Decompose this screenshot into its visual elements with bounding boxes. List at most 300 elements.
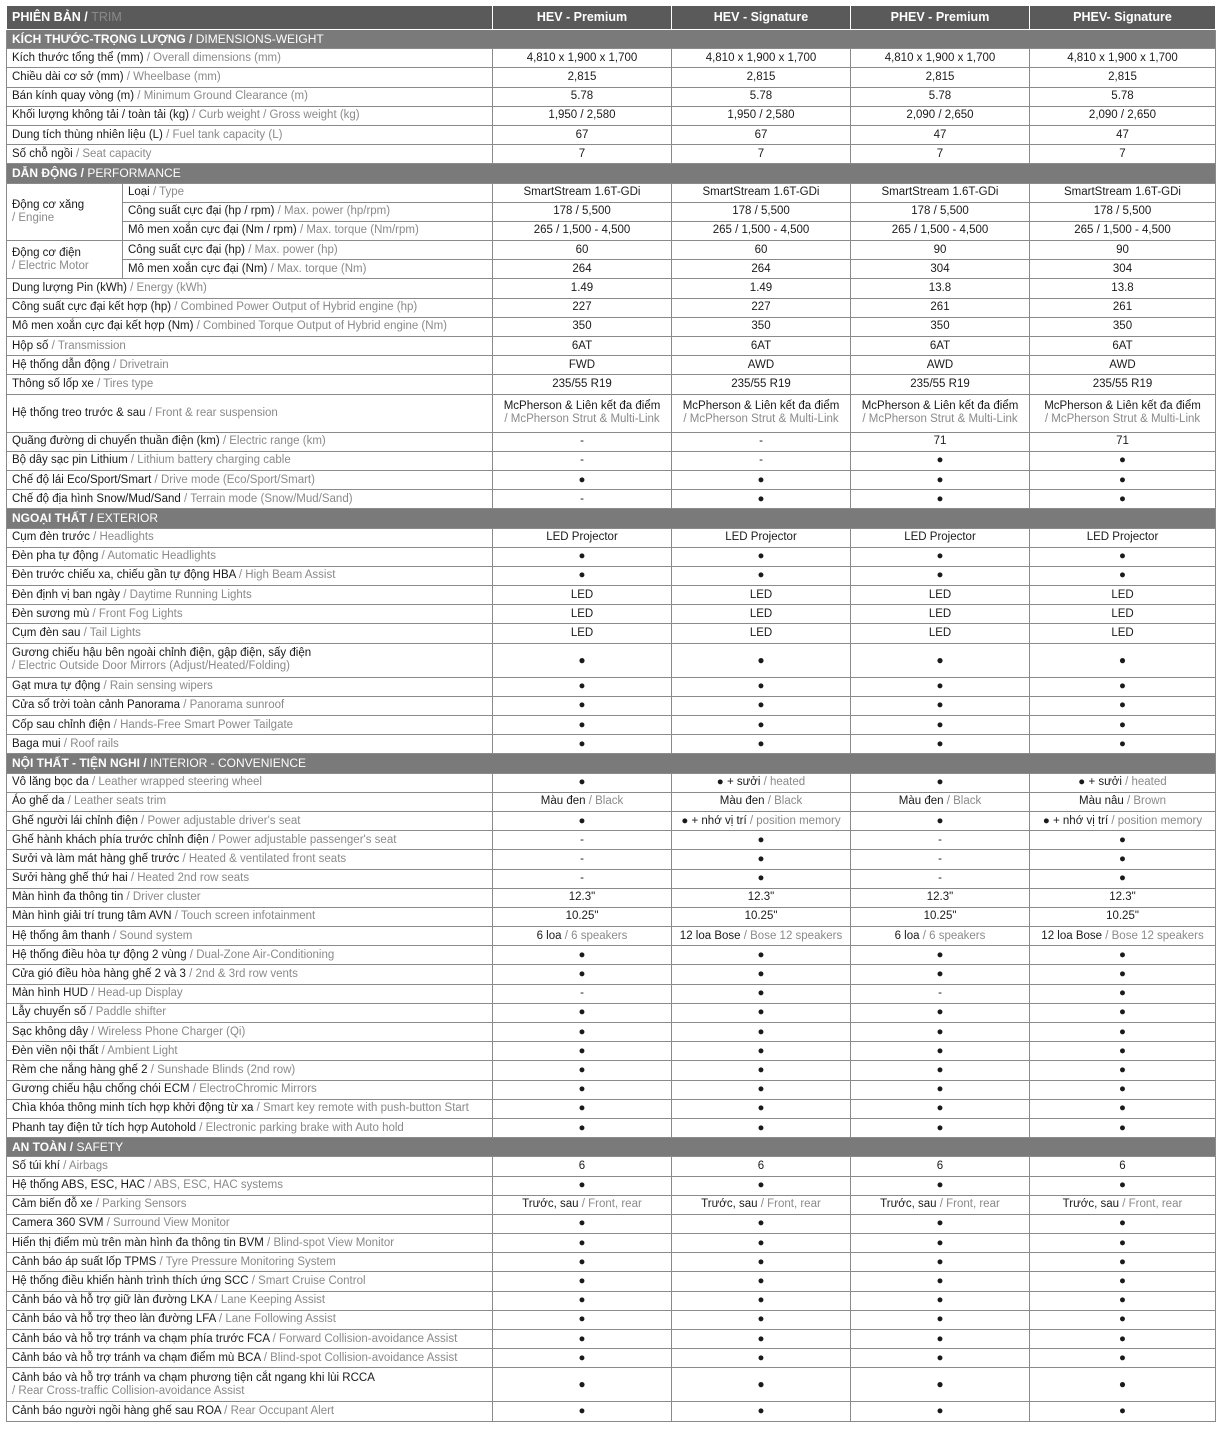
- table-row: Mô men xoắn cực đại (Nm / rpm) / Max. torque (Nm/rpm) 265 / 1,500 - 4,500 265 / 1,500 - 4,500 265 / 1,500 - 4,500 265 / 1,500 - 4,500: [7, 221, 1216, 240]
- row-value: ●: [493, 1310, 672, 1329]
- row-label: Cốp sau chỉnh điện / Hands-Free Smart Power Tailgate: [7, 716, 493, 735]
- table-row: [7, 337, 1216, 356]
- row-value: -: [493, 869, 672, 888]
- row-label: Chế độ lái Eco/Sport/Smart / Drive mode (Eco/Sport/Smart): [7, 470, 493, 489]
- row-label: Chiều dài cơ sở (mm) / Wheelbase (mm): [7, 68, 493, 87]
- col-header-hev-signature: HEV - Signature: [672, 6, 851, 30]
- table-row: Hệ thống treo trước & sau / Front & rear suspension McPherson & Liên kết đa điểm / McPherson Strut & Multi-Link McPherson & Liên kết đa điểm / McPherson Strut & Multi-Link McPherson & Liên kết đa điểm / McPherson Strut & Multi-Link McPherson & Liên kết đa điểm / McPherson Strut & Multi-Link: [7, 394, 1216, 432]
- row-value: ●: [672, 677, 851, 696]
- row-value: ●: [1030, 566, 1216, 585]
- row-value: 227: [672, 298, 851, 317]
- row-value: ●: [1030, 984, 1216, 1003]
- row-value: ●: [672, 735, 851, 754]
- table-row: [7, 1061, 1216, 1080]
- table-row: [7, 490, 1216, 509]
- row-value: ●: [493, 1214, 672, 1233]
- row-value: 6AT: [851, 337, 1030, 356]
- table-row: Ghế người lái chỉnh điện / Power adjustable driver's seat ● ● + nhớ vị trí / position memory ● ● + nhớ vị trí / position memory: [7, 811, 1216, 830]
- row-value: ●: [493, 965, 672, 984]
- table-row: [7, 1330, 1216, 1349]
- row-value: 235/55 R19: [493, 375, 672, 394]
- row-label: Sưởi hàng ghế thứ hai / Heated 2nd row seats: [7, 869, 493, 888]
- row-value: ●: [1030, 1234, 1216, 1253]
- row-value: 235/55 R19: [1030, 375, 1216, 394]
- row-value: ●: [851, 1310, 1030, 1329]
- row-value: ●: [672, 831, 851, 850]
- row-value: LED: [672, 586, 851, 605]
- row-value: LED: [851, 624, 1030, 643]
- row-value: ●: [672, 1099, 851, 1118]
- row-value: ●: [851, 1402, 1030, 1421]
- row-value: 1.49: [672, 279, 851, 298]
- row-value: 227: [493, 298, 672, 317]
- row-value: 2,090 / 2,650: [851, 106, 1030, 125]
- row-value: ●: [851, 1291, 1030, 1310]
- row-value: ●: [672, 1023, 851, 1042]
- row-value: -: [672, 451, 851, 470]
- row-value: 6: [851, 1157, 1030, 1176]
- row-value: ●: [851, 566, 1030, 585]
- row-value: -: [851, 984, 1030, 1003]
- table-row: [7, 1118, 1216, 1137]
- table-row: Hệ thống âm thanh / Sound system 6 loa / 6 speakers 12 loa Bose / Bose 12 speakers 6 loa / 6 speakers 12 loa Bose / Bose 12 speakers: [7, 927, 1216, 946]
- row-value: ●: [672, 716, 851, 735]
- row-value: AWD: [1030, 356, 1216, 375]
- row-label: Rèm che nắng hàng ghế 2 / Sunshade Blinds (2nd row): [7, 1061, 493, 1080]
- table-row: [7, 298, 1216, 317]
- row-value: ●: [493, 1118, 672, 1137]
- row-value: ●: [1030, 1099, 1216, 1118]
- row-value: 350: [851, 317, 1030, 336]
- row-value: ●: [1030, 1310, 1216, 1329]
- row-value: ●: [493, 946, 672, 965]
- row-value: -: [493, 490, 672, 509]
- row-value: 4,810 x 1,900 x 1,700: [1030, 49, 1216, 68]
- row-value: ●: [1030, 1061, 1216, 1080]
- row-value: ●: [1030, 1214, 1216, 1233]
- row-label: Cụm đèn trước / Headlights: [7, 528, 493, 547]
- row-value: ●: [851, 451, 1030, 470]
- row-value: ●: [851, 1099, 1030, 1118]
- row-label: Bán kính quay vòng (m) / Minimum Ground Clearance (m): [7, 87, 493, 106]
- row-value: LED: [1030, 624, 1216, 643]
- row-value: -: [493, 831, 672, 850]
- row-value: ●: [851, 1272, 1030, 1291]
- table-row: [7, 716, 1216, 735]
- row-value: ●: [1030, 677, 1216, 696]
- table-row: [7, 451, 1216, 470]
- row-value: ●: [493, 1042, 672, 1061]
- table-row: [7, 1023, 1216, 1042]
- table-row: [7, 566, 1216, 585]
- table-row: [7, 907, 1216, 926]
- table-row: [7, 850, 1216, 869]
- row-label: Baga mui / Roof rails: [7, 735, 493, 754]
- row-value: ●: [851, 1349, 1030, 1368]
- table-row: [7, 279, 1216, 298]
- table-row: [7, 831, 1216, 850]
- row-value: ●: [672, 1080, 851, 1099]
- table-row: [7, 317, 1216, 336]
- row-label: Cửa sổ trời toàn cảnh Panorama / Panorama sunroof: [7, 696, 493, 715]
- row-value: ●: [851, 547, 1030, 566]
- section-header-interior: NỘI THẤT - TIỆN NGHI / INTERIOR - CONVENIENCE: [7, 754, 1216, 773]
- row-value: LED Projector: [851, 528, 1030, 547]
- table-row: [7, 735, 1216, 754]
- table-row: [7, 696, 1216, 715]
- row-value: ●: [493, 1176, 672, 1195]
- row-value: ●: [1030, 1330, 1216, 1349]
- row-label: Số chỗ ngồi / Seat capacity: [7, 145, 493, 164]
- row-value: 7: [851, 145, 1030, 164]
- row-value: 1,950 / 2,580: [493, 106, 672, 125]
- table-row: [7, 125, 1216, 144]
- row-label: Cảnh báo người ngồi hàng ghế sau ROA / Rear Occupant Alert: [7, 1402, 493, 1421]
- row-value: LED: [1030, 605, 1216, 624]
- row-value: 261: [851, 298, 1030, 317]
- table-row: [7, 869, 1216, 888]
- row-value: ●: [672, 1402, 851, 1421]
- table-row: [7, 375, 1216, 394]
- row-value: 12.3": [1030, 888, 1216, 907]
- row-value: -: [493, 432, 672, 451]
- table-row: Mô men xoắn cực đại (Nm) / Max. torque (Nm) 264 264 304 304: [7, 260, 1216, 279]
- row-value: AWD: [672, 356, 851, 375]
- row-value: ●: [1030, 696, 1216, 715]
- row-value: ●: [1030, 850, 1216, 869]
- row-value: ●: [851, 1023, 1030, 1042]
- row-value: ●: [672, 1234, 851, 1253]
- table-row: [7, 1080, 1216, 1099]
- row-value: 4,810 x 1,900 x 1,700: [493, 49, 672, 68]
- row-value: ●: [672, 470, 851, 489]
- row-value: ●: [851, 490, 1030, 509]
- row-value: 6: [672, 1157, 851, 1176]
- table-row: [7, 106, 1216, 125]
- row-value: -: [493, 451, 672, 470]
- section-header-performance: DẪN ĐỘNG / PERFORMANCE: [7, 164, 1216, 183]
- row-value: 5.78: [1030, 87, 1216, 106]
- row-label: Cụm đèn sau / Tail Lights: [7, 624, 493, 643]
- row-label: Sưởi và làm mát hàng ghế trước / Heated & ventilated front seats: [7, 850, 493, 869]
- row-value: ●: [851, 1253, 1030, 1272]
- row-value: LED: [851, 605, 1030, 624]
- row-value: 7: [672, 145, 851, 164]
- row-value: -: [851, 850, 1030, 869]
- row-value: 47: [1030, 125, 1216, 144]
- row-value: ●: [1030, 1003, 1216, 1022]
- row-label: Đèn sương mù / Front Fog Lights: [7, 605, 493, 624]
- row-label: Hệ thống điều khiển hành trình thích ứng SCC / Smart Cruise Control: [7, 1272, 493, 1291]
- row-value: 235/55 R19: [851, 375, 1030, 394]
- section-header-exterior: NGOẠI THẤT / EXTERIOR: [7, 509, 1216, 528]
- row-label: Cảnh báo và hỗ trợ tránh va chạm điểm mù BCA / Blind-spot Collision-avoidance Assist: [7, 1349, 493, 1368]
- engine-group-label: Động cơ xăng / Engine: [7, 183, 123, 241]
- row-label: Công suất cực đại kết hợp (hp) / Combined Power Output of Hybrid engine (hp): [7, 298, 493, 317]
- row-value: 7: [493, 145, 672, 164]
- table-row: Gương chiếu hậu bên ngoài chỉnh điện, gập điện, sấy điện / Electric Outside Door Mirrors (Adjust/Heated/Folding) ● ● ● ●: [7, 643, 1216, 677]
- row-value: ●: [493, 1253, 672, 1272]
- row-value: ●: [493, 1402, 672, 1421]
- row-value: ●: [493, 696, 672, 715]
- row-value: ●: [493, 677, 672, 696]
- row-label: Màn hình giải trí trung tâm AVN / Touch screen infotainment: [7, 907, 493, 926]
- row-label: Hiển thị điểm mù trên màn hình đa thông tin BVM / Blind-spot View Monitor: [7, 1234, 493, 1253]
- row-value: ●: [672, 696, 851, 715]
- row-label: Cảnh báo và hỗ trợ tránh va chạm phía trước FCA / Forward Collision-avoidance Assist: [7, 1330, 493, 1349]
- row-value: -: [851, 831, 1030, 850]
- table-row: [7, 528, 1216, 547]
- row-value: ●: [672, 984, 851, 1003]
- table-row: Áo ghế da / Leather seats trim Màu đen / Black Màu đen / Black Màu đen / Black Màu nâu / Brown: [7, 792, 1216, 811]
- table-row: [7, 1402, 1216, 1421]
- row-value: 10.25": [672, 907, 851, 926]
- row-value: ●: [1030, 1349, 1216, 1368]
- row-value: ●: [851, 470, 1030, 489]
- section-header-dimensions: KÍCH THƯỚC-TRỌNG LƯỢNG / DIMENSIONS-WEIGHT: [7, 30, 1216, 49]
- row-value: ●: [1030, 946, 1216, 965]
- row-value: 6: [1030, 1157, 1216, 1176]
- row-value: ●: [493, 1272, 672, 1291]
- table-row: [7, 1291, 1216, 1310]
- table-row: [7, 1253, 1216, 1272]
- row-label: Mô men xoắn cực đại kết hợp (Nm) / Combined Torque Output of Hybrid engine (Nm): [7, 317, 493, 336]
- table-row: [7, 1042, 1216, 1061]
- row-value: 2,815: [1030, 68, 1216, 87]
- row-value: ●: [851, 716, 1030, 735]
- row-label: Số túi khí / Airbags: [7, 1157, 493, 1176]
- table-row: [7, 470, 1216, 489]
- row-value: ●: [493, 566, 672, 585]
- row-value: ●: [493, 470, 672, 489]
- row-value: ●: [1030, 869, 1216, 888]
- table-row: [7, 1234, 1216, 1253]
- row-value: ●: [672, 1349, 851, 1368]
- row-label: Cảnh báo và hỗ trợ giữ làn đường LKA / Lane Keeping Assist: [7, 1291, 493, 1310]
- row-value: ●: [851, 1330, 1030, 1349]
- row-value: LED Projector: [672, 528, 851, 547]
- row-value: -: [493, 850, 672, 869]
- spec-table: [6, 5, 1216, 1422]
- row-label: Đèn trước chiếu xa, chiếu gần tự động HBA / High Beam Assist: [7, 566, 493, 585]
- row-value: ●: [672, 1003, 851, 1022]
- row-value: LED Projector: [493, 528, 672, 547]
- table-row: [7, 145, 1216, 164]
- trim-header: PHIÊN BẢN / TRIM: [7, 6, 493, 30]
- row-value: ●: [1030, 1176, 1216, 1195]
- table-row: [7, 1157, 1216, 1176]
- row-value: ●: [493, 1061, 672, 1080]
- table-row: [7, 1349, 1216, 1368]
- row-value: ●: [1030, 490, 1216, 509]
- row-value: 67: [493, 125, 672, 144]
- row-value: ●: [1030, 547, 1216, 566]
- row-label: Cửa gió điều hòa hàng ghế 2 và 3 / 2nd & 3rd row vents: [7, 965, 493, 984]
- row-value: LED: [493, 605, 672, 624]
- row-value: -: [851, 869, 1030, 888]
- row-label: Cảnh báo và hỗ trợ theo làn đường LFA / Lane Following Assist: [7, 1310, 493, 1329]
- row-value: 7: [1030, 145, 1216, 164]
- row-value: ●: [672, 1310, 851, 1329]
- row-value: -: [493, 984, 672, 1003]
- row-value: ●: [851, 735, 1030, 754]
- row-value: 4,810 x 1,900 x 1,700: [851, 49, 1030, 68]
- row-label: Lẫy chuyển số / Paddle shifter: [7, 1003, 493, 1022]
- row-value: ●: [851, 1042, 1030, 1061]
- row-value: 5.78: [672, 87, 851, 106]
- row-value: ●: [1030, 1272, 1216, 1291]
- row-value: ●: [851, 1080, 1030, 1099]
- row-value: -: [672, 432, 851, 451]
- row-value: 71: [1030, 432, 1216, 451]
- row-value: 6: [493, 1157, 672, 1176]
- row-value: ●: [493, 1330, 672, 1349]
- table-row: [7, 49, 1216, 68]
- table-row: Vô lăng bọc da / Leather wrapped steering wheel ● ● + sưởi / heated ● ● + sưởi / heated: [7, 773, 1216, 792]
- row-value: ●: [851, 1234, 1030, 1253]
- row-value: ●: [493, 1080, 672, 1099]
- table-row: Động cơ điện / Electric Motor Công suất cực đại (hp) / Max. power (hp) 60 60 90 90: [7, 241, 1216, 260]
- row-value: ●: [851, 1118, 1030, 1137]
- row-label: Gạt mưa tự động / Rain sensing wipers: [7, 677, 493, 696]
- row-label: Thông số lốp xe / Tires type: [7, 375, 493, 394]
- row-value: ●: [851, 1003, 1030, 1022]
- row-value: 1.49: [493, 279, 672, 298]
- table-row: [7, 586, 1216, 605]
- row-value: 6AT: [493, 337, 672, 356]
- row-value: ●: [1030, 1253, 1216, 1272]
- table-row: Công suất cực đại (hp / rpm) / Max. power (hp/rpm) 178 / 5,500 178 / 5,500 178 / 5,500 178 / 5,500: [7, 202, 1216, 221]
- row-value: ●: [493, 716, 672, 735]
- row-value: LED: [672, 605, 851, 624]
- table-row: [7, 68, 1216, 87]
- row-value: 10.25": [1030, 907, 1216, 926]
- row-value: LED: [493, 586, 672, 605]
- row-label: Chìa khóa thông minh tích hợp khởi động từ xa / Smart key remote with push-button Start: [7, 1099, 493, 1118]
- row-value: ●: [1030, 831, 1216, 850]
- row-value: 12.3": [851, 888, 1030, 907]
- row-value: 12.3": [672, 888, 851, 907]
- row-value: ●: [493, 1234, 672, 1253]
- row-label: Dung tích thùng nhiên liệu (L) / Fuel tank capacity (L): [7, 125, 493, 144]
- row-value: 13.8: [1030, 279, 1216, 298]
- table-row: [7, 1176, 1216, 1195]
- table-row: [7, 1214, 1216, 1233]
- row-label: Quãng đường di chuyển thuần điện (km) / Electric range (km): [7, 432, 493, 451]
- table-row: [7, 946, 1216, 965]
- row-value: ●: [1030, 965, 1216, 984]
- row-value: ●: [672, 1291, 851, 1310]
- row-value: 350: [1030, 317, 1216, 336]
- row-label: Kích thước tổng thể (mm) / Overall dimensions (mm): [7, 49, 493, 68]
- row-label: Gương chiếu hậu chống chói ECM / ElectroChromic Mirrors: [7, 1080, 493, 1099]
- row-value: 2,815: [851, 68, 1030, 87]
- row-value: ●: [672, 547, 851, 566]
- row-value: ●: [493, 1099, 672, 1118]
- col-header-phev-premium: PHEV - Premium: [851, 6, 1030, 30]
- row-value: ●: [672, 1253, 851, 1272]
- row-value: ●: [851, 1214, 1030, 1233]
- row-label: Đèn pha tự động / Automatic Headlights: [7, 547, 493, 566]
- row-value: ●: [672, 1330, 851, 1349]
- row-value: LED: [672, 624, 851, 643]
- row-value: ●: [851, 696, 1030, 715]
- table-row: [7, 432, 1216, 451]
- row-value: ●: [672, 946, 851, 965]
- row-value: ●: [672, 1272, 851, 1291]
- row-value: ●: [851, 677, 1030, 696]
- col-header-hev-premium: HEV - Premium: [493, 6, 672, 30]
- table-row: [7, 984, 1216, 1003]
- table-row: [7, 677, 1216, 696]
- row-value: ●: [1030, 470, 1216, 489]
- table-row: [7, 624, 1216, 643]
- row-label: Màn hình HUD / Head-up Display: [7, 984, 493, 1003]
- row-value: ●: [672, 490, 851, 509]
- row-value: FWD: [493, 356, 672, 375]
- row-value: LED: [851, 586, 1030, 605]
- row-value: 10.25": [493, 907, 672, 926]
- row-value: 5.78: [493, 87, 672, 106]
- row-value: 2,090 / 2,650: [1030, 106, 1216, 125]
- row-value: 13.8: [851, 279, 1030, 298]
- row-value: ●: [672, 566, 851, 585]
- row-label: Ghế hành khách phía trước chỉnh điện / Power adjustable passenger's seat: [7, 831, 493, 850]
- row-label: Sạc không dây / Wireless Phone Charger (Qi): [7, 1023, 493, 1042]
- row-value: LED: [493, 624, 672, 643]
- row-label: Hệ thống dẫn động / Drivetrain: [7, 356, 493, 375]
- table-row: [7, 1003, 1216, 1022]
- row-value: ●: [851, 1176, 1030, 1195]
- row-value: LED Projector: [1030, 528, 1216, 547]
- table-row: [7, 888, 1216, 907]
- row-value: ●: [493, 735, 672, 754]
- table-row: Động cơ xăng / Engine Loại / Type SmartStream 1.6T-GDi SmartStream 1.6T-GDi SmartStream 1.6T-GDi SmartStream 1.6T-GDi: [7, 183, 1216, 202]
- row-value: 10.25": [851, 907, 1030, 926]
- motor-group-label: Động cơ điện / Electric Motor: [7, 241, 123, 279]
- table-row: Cảnh báo và hỗ trợ tránh va chạm phương tiện cắt ngang khi lùi RCCA / Rear Cross-traffic Collision-avoidance Assist ● ● ● ●: [7, 1368, 1216, 1402]
- row-value: 5.78: [851, 87, 1030, 106]
- row-label: Dung lượng Pin (kWh) / Energy (kWh): [7, 279, 493, 298]
- row-label: Chế độ địa hình Snow/Mud/Sand / Terrain mode (Snow/Mud/Sand): [7, 490, 493, 509]
- row-value: ●: [851, 965, 1030, 984]
- row-value: 350: [493, 317, 672, 336]
- row-value: ●: [672, 1118, 851, 1137]
- row-value: 12.3": [493, 888, 672, 907]
- table-row: [7, 356, 1216, 375]
- row-value: ●: [493, 1023, 672, 1042]
- row-value: ●: [1030, 451, 1216, 470]
- row-value: 71: [851, 432, 1030, 451]
- row-value: 2,815: [493, 68, 672, 87]
- row-value: ●: [493, 1291, 672, 1310]
- row-value: ●: [672, 1176, 851, 1195]
- row-value: ●: [1030, 1080, 1216, 1099]
- section-header-safety: AN TOÀN / SAFETY: [7, 1138, 1216, 1157]
- row-label: Bộ dây sạc pin Lithium / Lithium battery charging cable: [7, 451, 493, 470]
- table-row: [7, 1310, 1216, 1329]
- row-value: ●: [851, 1061, 1030, 1080]
- row-value: 47: [851, 125, 1030, 144]
- row-label: Hệ thống ABS, ESC, HAC / ABS, ESC, HAC systems: [7, 1176, 493, 1195]
- row-value: ●: [672, 965, 851, 984]
- row-value: 67: [672, 125, 851, 144]
- table-row: [7, 547, 1216, 566]
- row-value: ●: [851, 946, 1030, 965]
- row-label: Màn hình đa thông tin / Driver cluster: [7, 888, 493, 907]
- row-value: ●: [672, 850, 851, 869]
- row-value: ●: [1030, 1023, 1216, 1042]
